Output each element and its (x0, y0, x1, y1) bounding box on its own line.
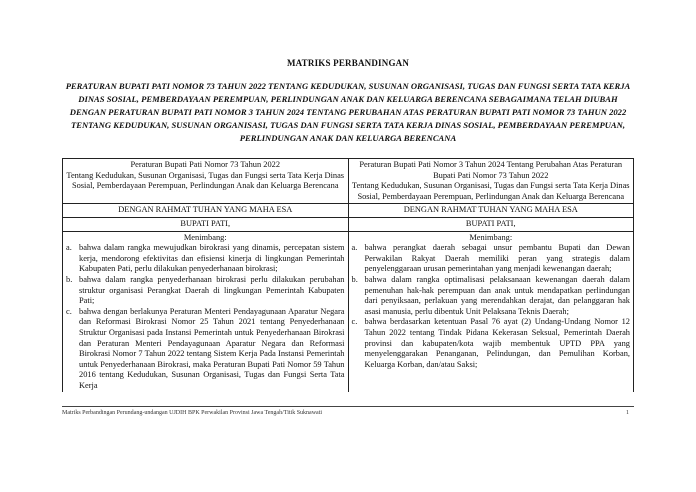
item-text: bahwa berdasarkan ketentuan Pasal 76 ayat (2) Undang-Undang Nomor 12 Tahun 2022 tentang Tindak Pidana Kekerasan Seksual, Pemerintah Daerah provinsi dan kabupaten/kota wajib membentuk UPTD PPA yang menyelenggarakan Penanganan, Pelindungan, dan Pemulihan Korban, Keluarga Korban, dan/atau Saksi; (364, 317, 630, 369)
left-bupati: BUPATI PATI, (63, 217, 349, 231)
table-row (63, 231, 634, 392)
item-marker: a. (66, 243, 72, 253)
left-header-cell (63, 159, 349, 204)
item-text: bahwa dengan berlakunya Peraturan Menteri Pendayagunaan Aparatur Negara dan Reformasi Birokrasi Nomor 25 Tahun 2021 tentang Penyederhanaan Struktur Organisasi pada Instansi Pemerintah untuk Penyederhanaan Birokrasi dan Peraturan Menteri Pendayagunaan Aparatur Negara dan Reformasi Birokrasi Nomor 7 Tahun 2022 tentang Sistem Kerja Pada Instansi Pemerintah untuk Penyederhanaan Birokrasi, maka Peraturan Bupati Pati Nomor 59 Tahun 2016 tentang Kedudukan, Susunan Organisasi, Tugas dan Fungsi Serta Tata Kerja (79, 306, 345, 390)
item-marker: c. (66, 306, 72, 316)
right-header-subject: Tentang Kedudukan, Susunan Organisasi, Tugas dan Fungsi serta Tata Kerja Dinas Sosial, Pemberdayaan Perempuan, Perlindungan Anak dan Keluarga Berencana (351, 181, 630, 201)
page-title: MATRIKS PERBANDINGAN (286, 58, 410, 68)
item-text: bahwa dalam rangka mewujudkan birokrasi yang dinamis, percepatan sistem kerja, mendorong efektivitas dan efisiensi kinerja di lingkungan Pemerintah Kabupaten Pati, perlu dilakukan penyederhanaan birokrasi; (79, 243, 345, 274)
left-rahmat: DENGAN RAHMAT TUHAN YANG MAHA ESA (63, 204, 349, 218)
list-item (352, 317, 631, 370)
page-number: 1 (626, 410, 629, 416)
item-marker: b. (66, 274, 73, 284)
list-item (66, 243, 345, 275)
right-header-cell (348, 159, 634, 204)
list-item (352, 243, 631, 275)
page-footer: Matriks Perbandingan Perundang-undangan UJDIH BPK Perwakilan Provinsi Jawa Tengah/Titik Suknawati (62, 410, 323, 416)
right-rahmat: DENGAN RAHMAT TUHAN YANG MAHA ESA (348, 204, 634, 218)
right-considerations-list (352, 243, 631, 370)
left-header-title: Peraturan Bupati Pati Nomor 73 Tahun 2022 (130, 160, 281, 169)
left-menimbang-cell (63, 231, 349, 392)
right-menimbang-cell (348, 231, 634, 392)
table-row (63, 204, 634, 218)
list-item (66, 307, 345, 392)
item-marker: c. (351, 317, 358, 327)
table-row (63, 217, 634, 231)
right-header-title: Peraturan Bupati Pati Nomor 3 Tahun 2024 Tentang Perubahan Atas Peraturan Bupati Pati Nomor 73 Tahun 2022 (359, 160, 623, 180)
list-item (66, 275, 345, 307)
document-subtitle: PERATURAN BUPATI PATI NOMOR 73 TAHUN 2022 TENTANG KEDUDUKAN, SUSUNAN ORGANISASI, TUGAS DAN FUNGSI SERTA TATA KERJA DINAS SOSIAL, PEMBERDAYAAN PEREMPUAN, PERLINDUNGAN ANAK DAN KELUARGA BERENCANA SEBAGAIMANA TELAH DIUBAH DENGAN PERATURAN BUPATI PATI NOMOR 3 TAHUN 2024 TENTANG PERUBAHAN ATAS PERATURAN BUPATI PATI NOMOR 73 TAHUN 2022 TENTANG KEDUDUKAN, SUSUNAN ORGANISASI, TUGAS DAN FUNGSI SERTA TATA KERJA DINAS SOSIAL, PEMBERDAYAAN PEREMPUAN, PERLINDUNGAN ANAK DAN KELUARGA BERENCANA (65, 81, 631, 143)
right-bupati: BUPATI PATI, (348, 217, 634, 231)
left-menimbang-label: Menimbang: (183, 232, 227, 242)
left-header-subject: Tentang Kedudukan, Susunan Organisasi, Tugas dan Fungsi serta Tata Kerja Dinas Sosial, Pemberdayaan Perempuan, Perlindungan Anak dan Keluarga Berencana (66, 170, 345, 191)
comparison-table (62, 158, 634, 392)
footer-divider (62, 406, 634, 407)
left-considerations-list (66, 243, 345, 391)
item-marker: a. (351, 243, 358, 253)
table-header-row (63, 159, 634, 204)
list-item (352, 275, 631, 317)
right-menimbang-label: Menimbang: (469, 232, 513, 242)
item-marker: b. (351, 274, 358, 284)
item-text: bahwa dalam rangka optimalisasi pelaksanaan kewenangan daerah dalam pemenuhan hak-hak perempuan dan anak untuk mendapatkan perlindungan dari penyiksaan, perlakuan yang merendahkan derajat, dan pelanggaran hak asasi manusia, perlu dibentuk Unit Pelaksana Teknis Daerah; (364, 274, 630, 316)
item-text: bahwa dalam rangka penyederhanaan birokrasi perlu dilakukan perubahan struktur organisasi Perangkat Daerah di lingkungan Pemerintah Kabupaten Pati; (79, 274, 345, 306)
item-text: bahwa perangkat daerah sebagai unsur pembantu Bupati dan Dewan Perwakilan Rakyat Daerah memiliki peran yang strategis dalam penyelenggaraan urusan pemerintahan yang menjadi kewenangan daerah; (364, 243, 630, 274)
